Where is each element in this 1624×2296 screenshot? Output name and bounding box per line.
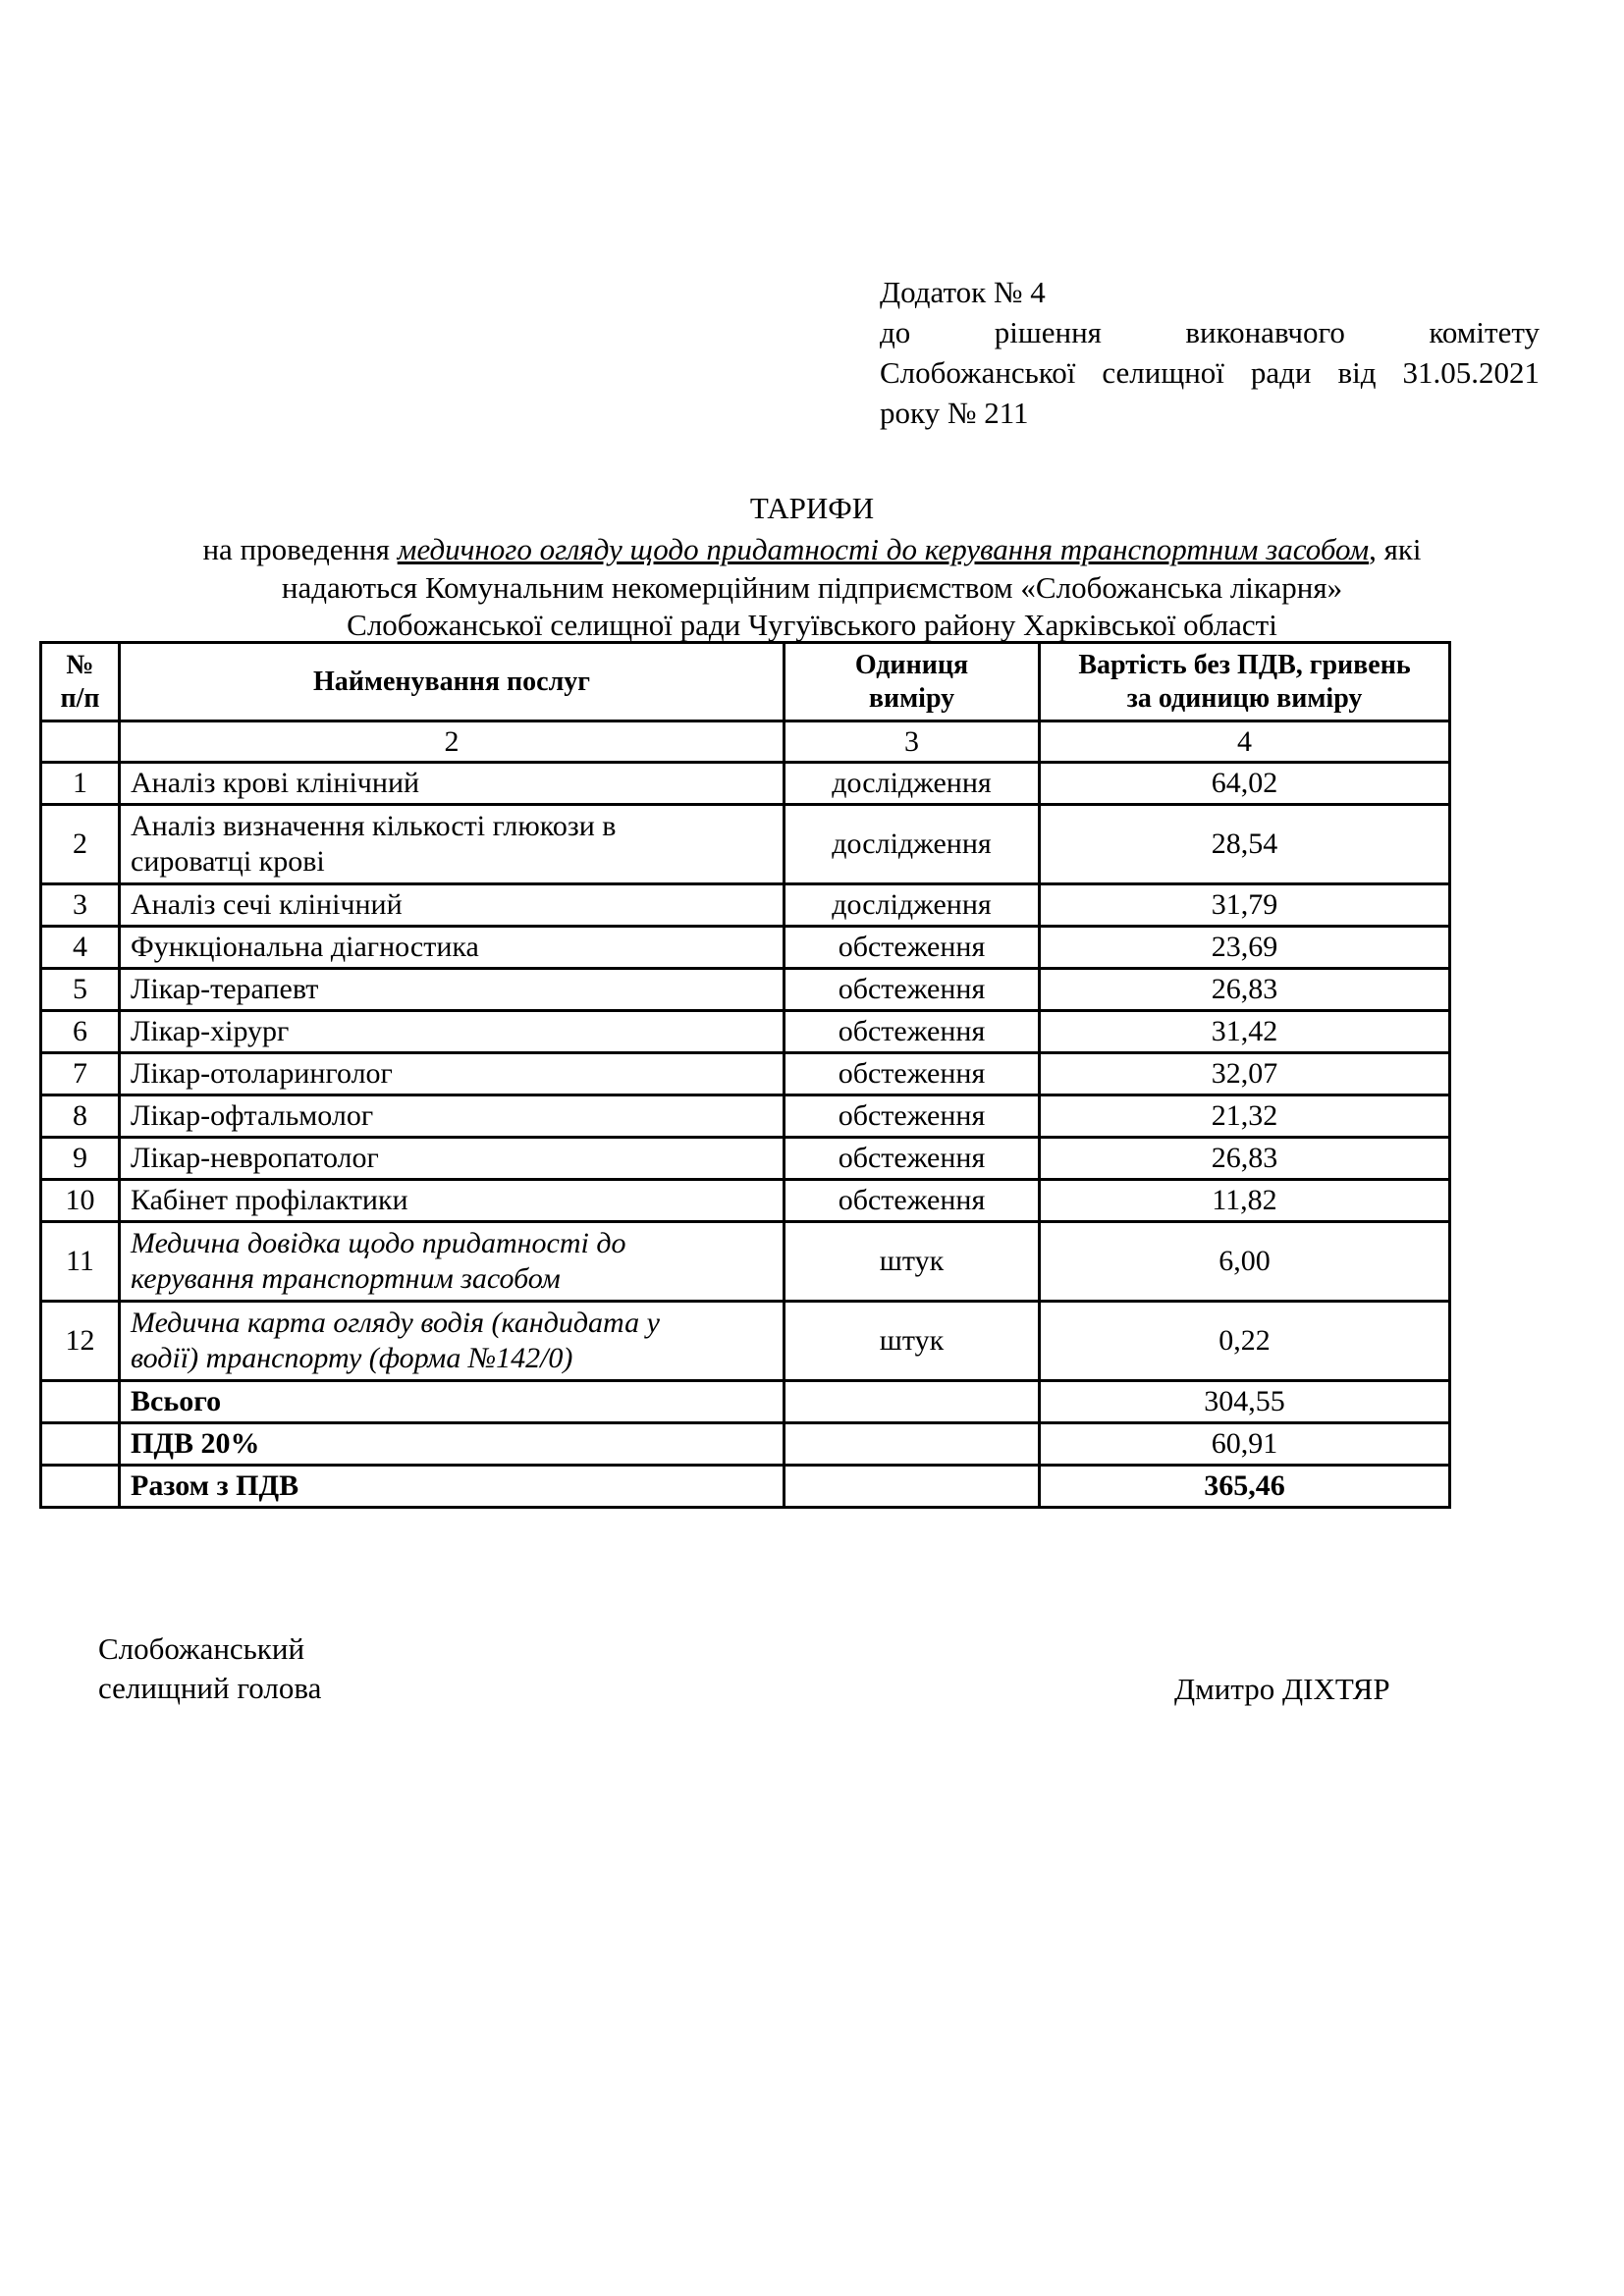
- vat-label: ПДВ 20%: [120, 1423, 785, 1466]
- row-unit: обстеження: [785, 969, 1040, 1011]
- table-row: [41, 1180, 1450, 1222]
- row-unit: штук: [785, 1302, 1040, 1381]
- signatory-name: Дмитро ДІХТЯР: [1174, 1672, 1390, 1706]
- row-service-name: Лікар-терапевт: [120, 969, 785, 1011]
- total-row: [41, 1381, 1450, 1423]
- row-service-name: Аналіз сечі клінічний: [120, 884, 785, 927]
- total-num-empty: [41, 1381, 120, 1423]
- table-header-row: [41, 643, 1450, 721]
- colnum-cell: 2: [120, 721, 785, 763]
- row-service-name-line: керування транспортним засобом: [131, 1262, 561, 1295]
- row-service-name: [120, 805, 785, 884]
- row-unit: дослідження: [785, 763, 1040, 805]
- row-service-name-line: сироватці крові: [131, 845, 325, 878]
- row-service-name: Лікар-невропатолог: [120, 1138, 785, 1180]
- row-service-name: Аналіз крові клінічний: [120, 763, 785, 805]
- row-service-name: [120, 1302, 785, 1381]
- row-value: 28,54: [1040, 805, 1450, 884]
- table-row: [41, 969, 1450, 1011]
- signatory-position-line: селищний голова: [98, 1671, 322, 1705]
- row-value: 64,02: [1040, 763, 1450, 805]
- row-num: 9: [41, 1138, 120, 1180]
- heading-line-2: надаються Комунальним некомерційним підприємством «Слобожанська лікарня»: [281, 570, 1343, 605]
- row-unit: обстеження: [785, 1095, 1040, 1138]
- signatory-position: [98, 1629, 321, 1708]
- row-num: 1: [41, 763, 120, 805]
- colnum-cell: [41, 721, 120, 763]
- header-unit: [785, 643, 1040, 721]
- table-row: [41, 927, 1450, 969]
- vat-value: 60,91: [1040, 1423, 1450, 1466]
- table-row: [41, 884, 1450, 927]
- row-service-name: Лікар-отоларинголог: [120, 1053, 785, 1095]
- annex-word: селищної: [1102, 355, 1224, 390]
- header-num: [41, 643, 120, 721]
- row-num: 4: [41, 927, 120, 969]
- row-num: 10: [41, 1180, 120, 1222]
- row-service-name: [120, 1222, 785, 1302]
- total-label: Всього: [120, 1381, 785, 1423]
- row-value: 21,32: [1040, 1095, 1450, 1138]
- header-num-line: №: [66, 649, 94, 680]
- header-unit-line: виміру: [868, 682, 955, 714]
- header-value: [1040, 643, 1450, 721]
- table-row: [41, 763, 1450, 805]
- annex-line-2: [880, 312, 1540, 352]
- heading-emphasis: медичного огляду щодо придатності до керування транспортним засобом: [397, 532, 1370, 566]
- annex-date: 31.05.2021: [1402, 355, 1540, 390]
- annex-word: виконавчого: [1185, 315, 1345, 349]
- row-unit: обстеження: [785, 927, 1040, 969]
- heading-line-3: Слобожанської селищної ради Чугуївського району Харківської області: [347, 608, 1277, 642]
- row-value: 23,69: [1040, 927, 1450, 969]
- tariff-table: [39, 641, 1451, 1509]
- row-num: 7: [41, 1053, 120, 1095]
- total-unit-empty: [785, 1381, 1040, 1423]
- row-unit: обстеження: [785, 1180, 1040, 1222]
- header-unit-line: Одиниця: [854, 649, 969, 680]
- row-num: 5: [41, 969, 120, 1011]
- table-row: [41, 1222, 1450, 1302]
- grand-total-label: Разом з ПДВ: [120, 1466, 785, 1508]
- grand-total-num-empty: [41, 1466, 120, 1508]
- row-value: 26,83: [1040, 969, 1450, 1011]
- row-num: 2: [41, 805, 120, 884]
- table-row: [41, 1095, 1450, 1138]
- header-value-line: за одиницю виміру: [1126, 682, 1363, 714]
- annex-word: рішення: [994, 315, 1102, 349]
- row-num: 6: [41, 1011, 120, 1053]
- row-unit: обстеження: [785, 1138, 1040, 1180]
- row-value: 11,82: [1040, 1180, 1450, 1222]
- header-num-line: п/п: [60, 682, 100, 714]
- row-service-name: Функціональна діагностика: [120, 927, 785, 969]
- total-value: 304,55: [1040, 1381, 1450, 1423]
- row-num: 8: [41, 1095, 120, 1138]
- document-title: ТАРИФИ: [749, 491, 875, 525]
- row-unit: дослідження: [785, 884, 1040, 927]
- row-service-name: Лікар-офтальмолог: [120, 1095, 785, 1138]
- annex-word: до: [880, 315, 911, 349]
- vat-unit-empty: [785, 1423, 1040, 1466]
- row-service-name-line: Медична довідка щодо придатності до: [131, 1227, 626, 1259]
- annex-block: [880, 272, 1540, 433]
- annex-title: Додаток № 4: [880, 275, 1046, 309]
- header-value-line: Вартість без ПДВ, гривень: [1078, 649, 1411, 680]
- row-service-name: Лікар-хірург: [120, 1011, 785, 1053]
- grand-total-unit-empty: [785, 1466, 1040, 1508]
- colnum-cell: 3: [785, 721, 1040, 763]
- colnum-cell: 4: [1040, 721, 1450, 763]
- grand-total-value: 365,46: [1040, 1466, 1450, 1508]
- table-row: [41, 1138, 1450, 1180]
- table-row: [41, 1053, 1450, 1095]
- row-value: 6,00: [1040, 1222, 1450, 1302]
- row-service-name-line: Медична карта огляду водія (кандидата у: [131, 1307, 660, 1339]
- annex-decision-number: року № 211: [880, 396, 1029, 430]
- row-value: 31,79: [1040, 884, 1450, 927]
- row-unit: обстеження: [785, 1011, 1040, 1053]
- row-service-name-line: Аналіз визначення кількості глюкози в: [131, 810, 617, 842]
- annex-word: ради: [1250, 355, 1312, 390]
- heading-prefix: на проведення: [202, 532, 398, 566]
- grand-total-row: [41, 1466, 1450, 1508]
- annex-word: від: [1337, 355, 1377, 390]
- table-row: [41, 1011, 1450, 1053]
- row-unit: штук: [785, 1222, 1040, 1302]
- annex-line-3: [880, 352, 1540, 393]
- header-name: Найменування послуг: [120, 643, 785, 721]
- row-service-name: Кабінет профілактики: [120, 1180, 785, 1222]
- annex-word: Слобожанської: [880, 355, 1076, 390]
- row-value: 31,42: [1040, 1011, 1450, 1053]
- row-value: 0,22: [1040, 1302, 1450, 1381]
- row-value: 26,83: [1040, 1138, 1450, 1180]
- vat-num-empty: [41, 1423, 120, 1466]
- row-value: 32,07: [1040, 1053, 1450, 1095]
- heading-suffix: , які: [1369, 532, 1422, 566]
- row-num: 11: [41, 1222, 120, 1302]
- row-unit: обстеження: [785, 1053, 1040, 1095]
- row-service-name-line: водії) транспорту (форма №142/0): [131, 1342, 573, 1374]
- signatory-position-line: Слобожанський: [98, 1631, 305, 1666]
- row-num: 3: [41, 884, 120, 927]
- row-unit: дослідження: [785, 805, 1040, 884]
- table-row: [41, 805, 1450, 884]
- vat-row: [41, 1423, 1450, 1466]
- row-num: 12: [41, 1302, 120, 1381]
- column-numbers-row: [41, 721, 1450, 763]
- table-row: [41, 1302, 1450, 1381]
- annex-word: комітету: [1429, 315, 1540, 349]
- heading-line-1: [98, 529, 1526, 569]
